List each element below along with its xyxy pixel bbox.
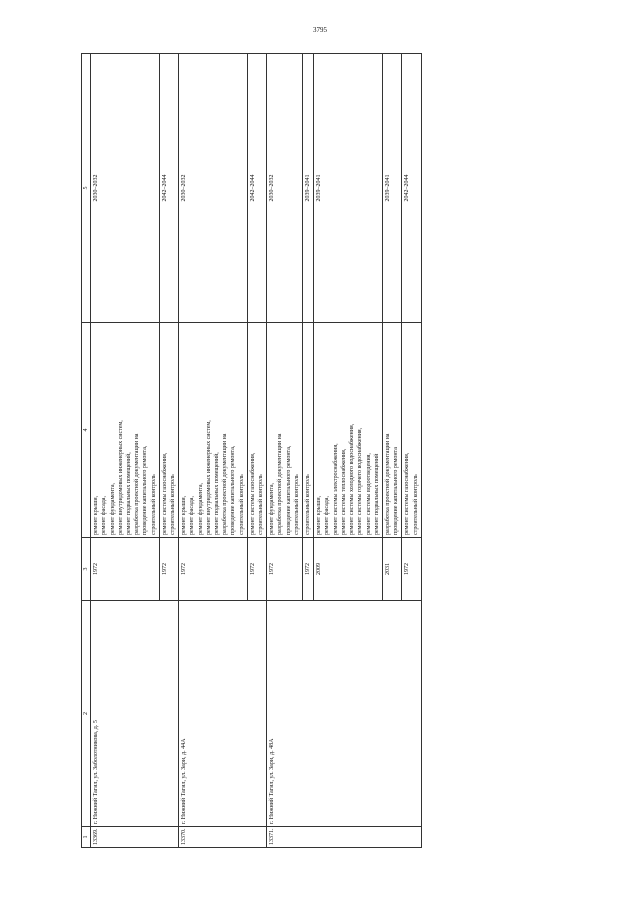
work-item: проведение капитального ремонта, [142,445,149,535]
work-item: разработка проектной документации на [384,433,391,535]
column-header: 5 [82,54,91,323]
work-item: ремонт системы газоснабжения, [249,452,256,535]
address-cell: г. Нижний Тагил, ул. Заболотникова, д. 5 [91,601,179,827]
work-item: ремонт системы холодного водоснабжения, [349,423,356,535]
year-cell: 2009 [314,538,383,601]
work-item: ремонт крыши, [93,495,100,535]
capital-repair-table [81,53,422,848]
work-item: ремонт системы электроснабжения, [332,443,339,535]
column-header: 4 [82,323,91,538]
work-item: строительный контроль [170,474,177,535]
work-item: строительный контроль [238,474,245,535]
work-item: ремонт фасада, [189,496,196,535]
year-cell: 1972 [247,538,266,601]
year-cell: 1972 [303,538,314,601]
work-item: ремонт подвальных помещений, [214,452,221,535]
row-number: 13370. [179,827,267,848]
column-header: 3 [82,538,91,601]
work-item: ремонт системы водоотведения, [365,453,372,535]
column-header: 1 [82,827,91,848]
period-cell: 2042–2044 [402,54,421,323]
work-item: строительный контроль [293,474,300,535]
period-cell: 2030–2032 [91,54,160,323]
works-cell [91,323,160,538]
table-header-row [82,54,91,848]
work-item: ремонт крыши, [181,495,188,535]
year-cell: 1972 [402,538,421,601]
work-item: строительный контроль [258,474,265,535]
work-item: ремонт крыши, [316,495,323,535]
row-number: 13371. [267,827,421,848]
period-cell: 2030–2032 [267,54,303,323]
work-item: проведение капитального ремонта, [285,445,292,535]
work-item: проведение капитального ремонта [393,447,400,535]
table-row [179,54,248,848]
column-header: 2 [82,601,91,827]
works-cell [267,323,303,538]
table-body [91,54,422,848]
work-item: строительный контроль [150,474,157,535]
work-item: ремонт внутридомовых инженерных систем, [205,420,212,535]
table-row [91,54,160,848]
work-item: ремонт фундамента, [197,483,204,535]
work-item: разработка проектной документации на [277,433,284,535]
period-cell: 2042–2044 [159,54,178,323]
work-item: строительный контроль [305,474,312,535]
work-item: проведение капитального ремонта, [230,445,237,535]
work-item: ремонт системы газоснабжения, [161,452,168,535]
works-cell [314,323,383,538]
year-cell: 1972 [267,538,303,601]
works-cell [382,323,401,538]
work-item: разработка проектной документации на [134,433,141,535]
table-container [81,79,541,848]
work-item: ремонт фундамента, [109,483,116,535]
year-cell: 1972 [179,538,248,601]
work-item: ремонт подвальных помещений [373,453,380,535]
works-cell [247,323,266,538]
period-cell: 2030–2032 [179,54,248,323]
work-item: ремонт подвальных помещений, [126,452,133,535]
row-number: 13369. [91,827,179,848]
period-cell: 2039–2041 [382,54,401,323]
period-cell: 2042–2044 [247,54,266,323]
period-cell: 2039–2041 [314,54,383,323]
work-item: ремонт системы газоснабжения, [404,452,411,535]
work-item: ремонт фасада, [101,496,108,535]
year-cell: 1972 [91,538,160,601]
work-item: ремонт системы горячего водоснабжения, [357,427,364,535]
work-item: ремонт внутридомовых инженерных систем, [117,420,124,535]
work-item: строительный контроль [412,474,419,535]
works-cell [402,323,421,538]
table-row [267,54,303,848]
year-cell: 1972 [159,538,178,601]
works-cell [303,323,314,538]
work-item: ремонт фундамента, [269,483,276,535]
year-cell: 2031 [382,538,401,601]
period-cell: 2039–2041 [303,54,314,323]
works-cell [179,323,248,538]
page-number: 3795 [313,26,327,34]
work-item: ремонт системы теплоснабжения, [340,448,347,535]
work-item: ремонт фасада, [324,496,331,535]
address-cell: г. Нижний Тагил, ул. Зари, д. 44А [179,601,267,827]
work-item: разработка проектной документации на [222,433,229,535]
works-cell [159,323,178,538]
address-cell: г. Нижний Тагил, ул. Зари, д. 48А [267,601,421,827]
